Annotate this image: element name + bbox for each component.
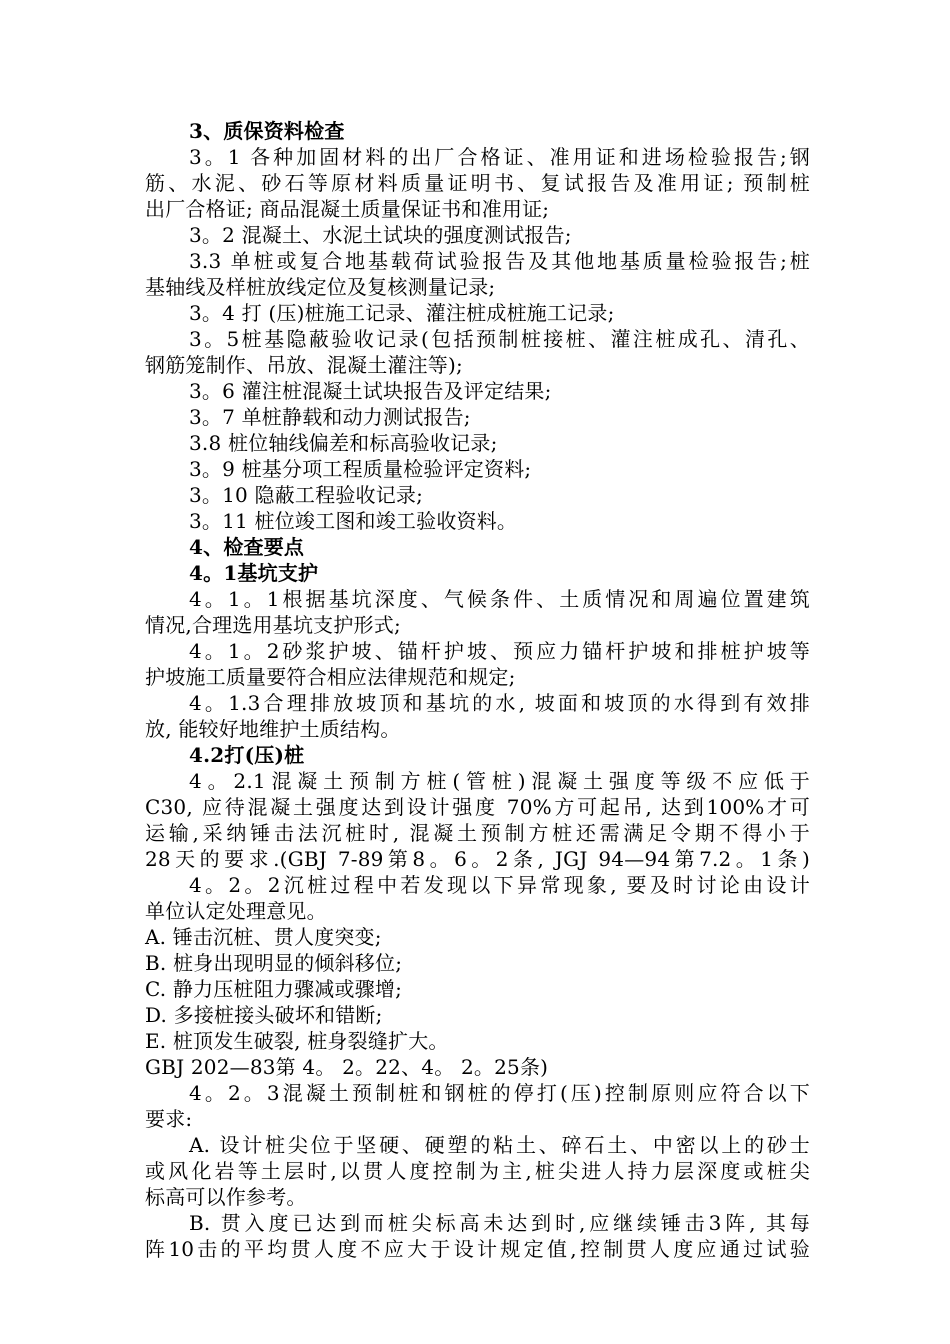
section-heading: 4.2打(压)桩 (189, 743, 305, 767)
text-line: 3。6 灌注桩混凝土试块报告及评定结果; (189, 379, 552, 403)
text-line: 筋、水泥、砂石等原材料质量证明书、复试报告及准用证; 预制桩 (145, 171, 810, 195)
text-line: 3.3 单桩或复合地基载荷试验报告及其他地基质量检验报告;桩 (189, 249, 810, 273)
text-line: 4。1.3合理排放坡顶和基坑的水, 坡面和坡顶的水得到有效排 (189, 691, 810, 715)
text-line: 3。2 混凝土、水泥土试块的强度测试报告; (189, 223, 572, 247)
text-line: 3.8 桩位轴线偏差和标高验收记录; (189, 431, 498, 455)
text-line: C30, 应待混凝土强度达到设计强度 70%方可起吊, 达到100%才可 (145, 795, 810, 819)
text-line: 4。2。2沉桩过程中若发现以下异常现象, 要及时讨论由设计 (189, 873, 810, 897)
section-heading: 3、质保资料检查 (189, 119, 345, 143)
text-line: 28天的要求.(GBJ 7-89第8。6。2条, JGJ 94—94第7.2。1条) (145, 847, 810, 871)
text-line: A. 锤击沉桩、贯人度突变; (145, 925, 382, 949)
text-line: 4。2。3混凝土预制桩和钢桩的停打(压)控制原则应符合以下 (189, 1081, 810, 1105)
text-line: 基轴线及样桩放线定位及复核测量记录; (145, 275, 496, 299)
section-heading: 4。1基坑支护 (189, 561, 319, 585)
text-line: 或风化岩等土层时,以贯人度控制为主,桩尖进人持力层深度或桩尖 (145, 1159, 810, 1183)
text-line: 3。10 隐蔽工程验收记录; (189, 483, 424, 507)
text-line: 放, 能较好地维护土质结构。 (145, 717, 401, 741)
text-line: 情况,合理选用基坑支护形式; (145, 613, 401, 637)
text-line: 要求: (145, 1107, 193, 1131)
text-line: B. 桩身出现明显的倾斜移位; (145, 951, 403, 975)
text-line: 钢筋笼制作、吊放、混凝土灌注等); (145, 353, 463, 377)
text-line: 4。1。1根据基坑深度、气候条件、土质情况和周遍位置建筑 (189, 587, 810, 611)
text-line: 3。11 桩位竣工图和竣工验收资料。 (189, 509, 518, 533)
text-line: 单位认定处理意见。 (145, 899, 327, 923)
text-line: 4。1。2砂浆护坡、锚杆护坡、预应力锚杆护坡和排桩护坡等 (189, 639, 810, 663)
text-line: 护坡施工质量要符合相应法律规范和规定; (145, 665, 516, 689)
text-line: 3。7 单桩静载和动力测试报告; (189, 405, 471, 429)
text-line: 阵10击的平均贯人度不应大于设计规定值,控制贯人度应通过试验 (145, 1237, 810, 1261)
text-line: D. 多接桩接头破坏和错断; (145, 1003, 383, 1027)
text-line: 3。1 各种加固材料的出厂合格证、准用证和进场检验报告;钢 (189, 145, 810, 169)
text-line: 出厂合格证; 商品混凝土质量保证书和准用证; (145, 197, 550, 221)
text-line: 3。9 桩基分项工程质量检验评定资料; (189, 457, 532, 481)
text-line: 运输,采纳锤击法沉桩时, 混凝土预制方桩还需满足令期不得小于 (145, 821, 810, 845)
text-line: C. 静力压桩阻力骤减或骤增; (145, 977, 403, 1001)
text-line: 3。5桩基隐蔽验收记录(包括预制桩接桩、灌注桩成孔、清孔、 (189, 327, 810, 351)
text-line: A. 设计桩尖位于坚硬、硬塑的粘土、碎石土、中密以上的砂士 (189, 1133, 810, 1157)
text-line: 3。4 打 (压)桩施工记录、灌注桩成桩施工记录; (189, 301, 615, 325)
text-line: 4。2.1混凝土预制方桩(管桩)混凝土强度等级不应低于 (189, 769, 810, 793)
document-body (145, 118, 810, 1262)
text-line: B. 贯入度已达到而桩尖标高未达到时,应继续锤击3阵, 其每 (189, 1211, 810, 1235)
text-line: E. 桩顶发生破裂, 桩身裂缝扩大。 (145, 1029, 449, 1053)
text-line: GBJ 202—83第 4。 2。22、4。 2。25条) (145, 1055, 549, 1079)
text-line: 标高可以作参考。 (145, 1185, 307, 1209)
section-heading: 4、检查要点 (189, 535, 305, 559)
